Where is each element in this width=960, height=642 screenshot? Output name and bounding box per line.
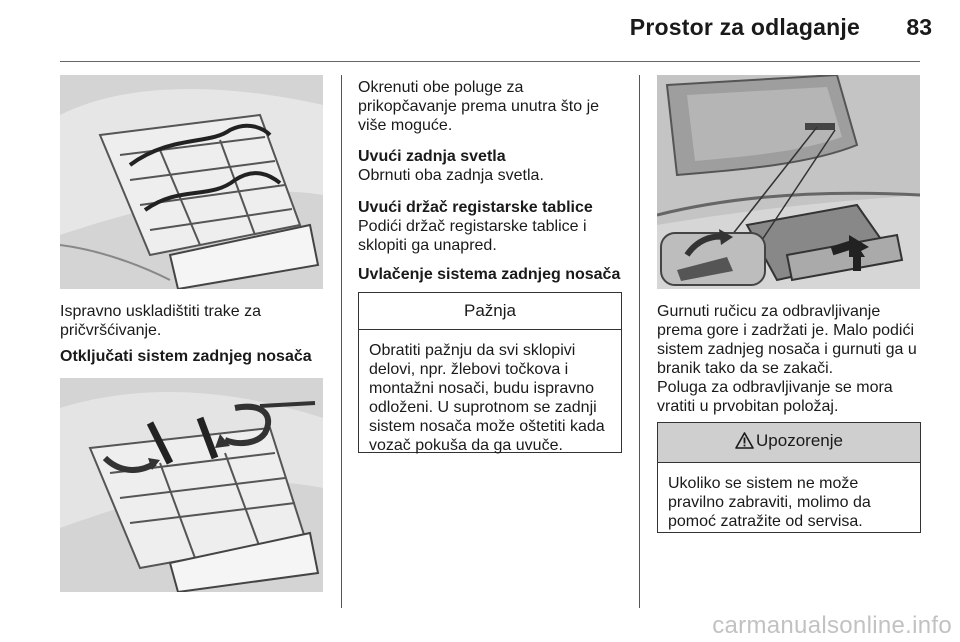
para-retract-lights: Obrnuti oba zadnja svetla. xyxy=(358,167,544,184)
heading-retract-plate-holder: Uvući držač registarske tablice xyxy=(358,199,593,216)
warning-triangle-icon xyxy=(735,426,754,462)
heading-retract-system: Uvlačenje sistema zadnjeg nosača xyxy=(358,266,621,283)
notice-box xyxy=(358,292,622,453)
para-retract-plate-holder: Podići držač registarske tablice i sklopiti ga unapred. xyxy=(358,218,587,254)
header-divider xyxy=(60,61,920,62)
heading-unlock-system: Otključati sistem zadnjeg nosača xyxy=(60,348,312,365)
watermark: carmanualsonline.info xyxy=(712,612,952,639)
notice-body: Obratiti pažnju da svi sklopivi delovi, npr. žlebovi točkova i montažni nosači, budu ispravno odloženi. U suprotnom se zadnji sistem nosača može oštetiti kada vozač pokuša da ga uvuče. xyxy=(369,342,605,454)
page-title: Prostor za odlaganje xyxy=(629,14,860,40)
warning-box xyxy=(657,422,921,533)
caption-store-straps: Ispravno uskladištiti trake za pričvršćivanje. xyxy=(60,303,261,339)
illustration-unlock-levers xyxy=(60,378,323,592)
warning-body: Ukoliko se sistem ne može pravilno zabraviti, molimo da pomoć zatražite od servisa. xyxy=(668,475,871,530)
para-push-handle: Gurnuti ručicu za odbravljivanje prema gore i zadržati je. Malo podići sistem zadnjeg nosača i gurnuti ga u branik tako da se zakači. xyxy=(657,303,917,377)
warning-title: Upozorenje xyxy=(756,431,843,450)
illustration-stowed-straps xyxy=(60,75,323,289)
column-divider-right xyxy=(639,75,640,608)
illustration-retract-system xyxy=(657,75,920,289)
para-turn-levers: Okrenuti obe poluge za prikopčavanje prema unutra što je više moguće. xyxy=(358,79,600,134)
heading-retract-lights: Uvući zadnja svetla xyxy=(358,148,506,165)
para-lever-return: Poluga za odbravljivanje se mora vratiti u prvobitan položaj. xyxy=(657,379,893,415)
page-number: 83 xyxy=(906,14,932,40)
notice-title: Pažnja xyxy=(359,293,621,330)
column-divider-left xyxy=(341,75,342,608)
warning-header xyxy=(658,423,920,463)
